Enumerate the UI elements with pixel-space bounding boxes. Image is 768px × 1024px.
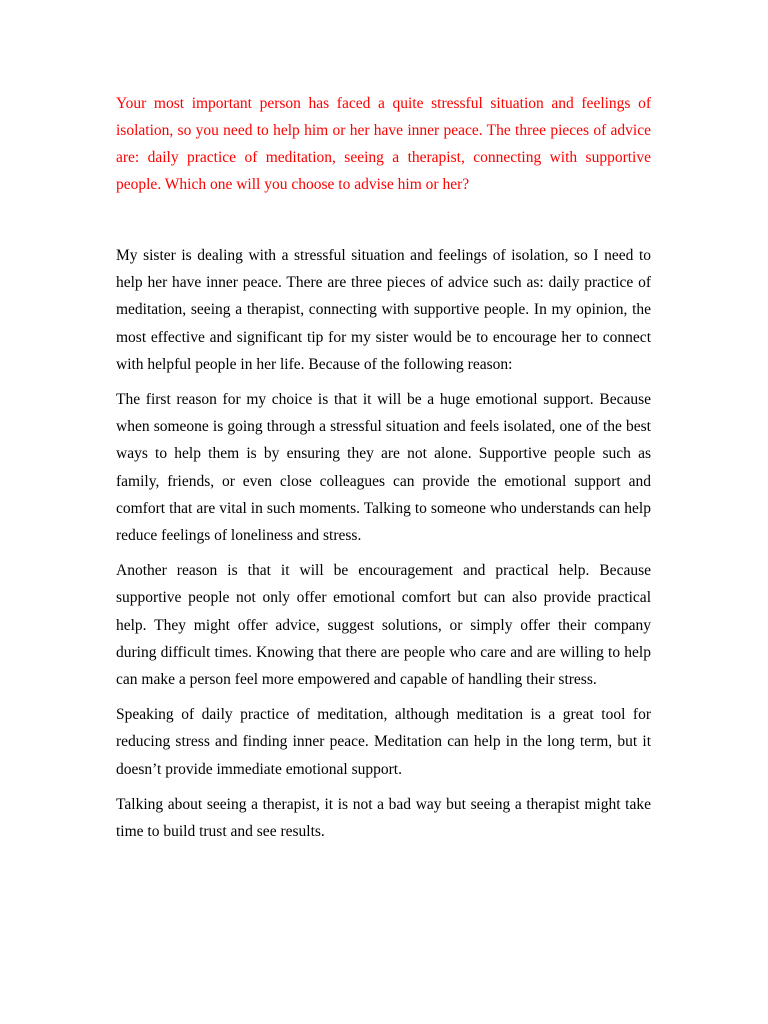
paragraph-therapist: Talking about seeing a therapist, it is not a bad way but seeing a therapist might take time to build trust and see results. <box>116 795 651 841</box>
essay-prompt: Your most important person has faced a quite stressful situation and feelings of isolation, so you need to help him or her have inner peace. The three pieces of advice are: daily practice of meditation, seeing a therapist, connecting with supportive people. Which one will you choose to advise him or her? <box>116 95 651 193</box>
document-page <box>116 90 651 853</box>
paragraph-intro: My sister is dealing with a stressful situation and feelings of isolation, so I need to help her have inner peace. There are three pieces of advice such as: daily practice of meditation, seeing a therapist, connecting with supportive people. In my opinion, the most effective and significant tip for my sister would be to encourage her to connect with helpful people in her life. Because of the following reason: <box>116 247 651 373</box>
paragraph-meditation: Speaking of daily practice of meditation, although meditation is a great tool for reducing stress and finding inner peace. Meditation can help in the long term, but it doesn’t provide immediate emotional support. <box>116 706 651 778</box>
paragraph-second-reason: Another reason is that it will be encouragement and practical help. Because supportive people not only offer emotional comfort but can also provide practical help. They might offer advice, suggest solutions, or simply offer their company during difficult times. Knowing that there are people who care and are willing to help can make a person feel more empowered and capable of handling their stress. <box>116 562 651 689</box>
paragraph-first-reason: The first reason for my choice is that it will be a huge emotional support. Because when someone is going through a stressful situation and feels isolated, one of the best ways to help them is by ensuring they are not alone. Supportive people such as family, friends, or even close colleagues can provide the emotional support and comfort that are vital in such moments. Talking to someone who understands can help reduce feelings of loneliness and stress. <box>116 391 651 545</box>
